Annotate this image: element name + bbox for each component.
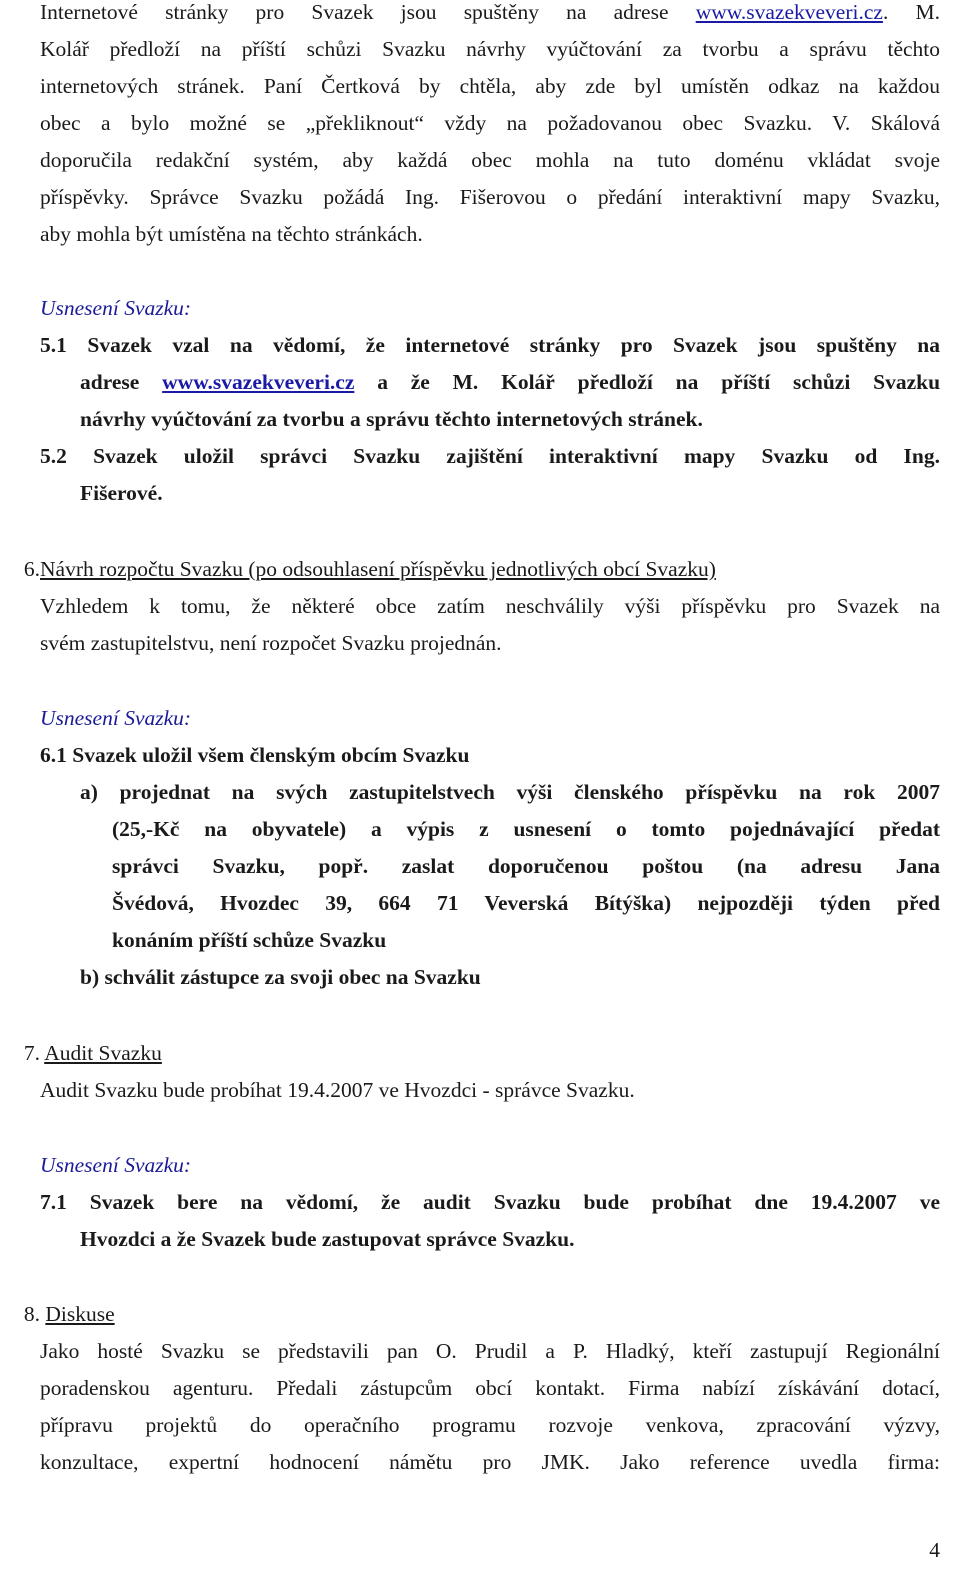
- section-6-line-1: Vzhledem k tomu, že některé obce zatím neschválily výši příspěvku pro Svazek na: [40, 594, 940, 618]
- section-6-line-2: svém zastupitelstvu, není rozpočet Svazku projednán.: [40, 631, 502, 655]
- section-6-body: [40, 588, 940, 662]
- intro-line-2: Kolář předloží na příští schůzi Svazku návrhy vyúčtování za tvorbu a správu těchto: [40, 37, 940, 61]
- resolution-5: [40, 327, 940, 512]
- resolution-5-1-line-1: 5.1 Svazek vzal na vědomí, že internetové stránky pro Svazek jsou spuštěny na: [40, 333, 941, 357]
- website-link[interactable]: www.svazekveveri.cz: [695, 0, 883, 24]
- section-7-title: Audit Svazku: [44, 1041, 162, 1065]
- resolution-heading: Usnesení Svazku:: [40, 1153, 192, 1177]
- intro-paragraph: [40, 0, 940, 253]
- item-a-line-3: správci Svazku, popř. zaslat doporučenou poštou (na adresu Jana: [112, 854, 940, 878]
- item-a-line-2: (25,-Kč na obyvatele) a výpis z usnesení o tomto pojednávající předat: [112, 817, 940, 841]
- section-6-title: Návrh rozpočtu Svazku (po odsouhlasení příspěvku jednotlivých obcí Svazku): [40, 557, 716, 581]
- intro-line-5: doporučila redakční systém, aby každá obec mohla na tuto doménu vkládat svoje: [40, 148, 940, 172]
- intro-line-3: internetových stránek. Paní Čertková by chtěla, aby zde byl umístěn odkaz na každou: [40, 74, 940, 98]
- item-a-line-4: Švédová, Hvozdec 39, 664 71 Veverská Bítýška) nejpozději týden před: [112, 891, 940, 915]
- section-7-number: 7.: [23, 1041, 40, 1065]
- section-8-title: Diskuse: [45, 1302, 115, 1326]
- section-6-heading: [0, 551, 716, 588]
- intro-line-4: obec a bylo možné se „překliknout“ vždy na požadovanou obec Svazku. V. Skálová: [40, 111, 940, 135]
- section-6-number: 6.: [23, 557, 40, 581]
- item-b-line: b) schválit zástupce za svoji obec na Svazku: [80, 965, 481, 989]
- item-a-line-1: a) projednat na svých zastupitelstvech výši členského příspěvku na rok 2007: [80, 780, 940, 804]
- intro-line-6: příspěvky. Správce Svazku požádá Ing. Fišerovou o předání interaktivní mapy Svazku,: [40, 185, 940, 209]
- section-7-body: [40, 1072, 940, 1109]
- section-8-line-3: přípravu projektů do operačního programu rozvoje venkova, zpracování výzvy,: [40, 1413, 940, 1437]
- resolution-5-1-line-2: adrese www.svazekveveri.cz a že M. Kolář předloží na příští schůzi Svazku: [80, 370, 941, 394]
- item-a-line-5: konáním příští schůze Svazku: [112, 928, 387, 952]
- section-8-line-2: poradenskou agenturu. Předali zástupcům obcí kontakt. Firma nabízí získávání dotací,: [40, 1376, 940, 1400]
- resolution-5-1-line-3: návrhy vyúčtování za tvorbu a správu těchto internetových stránek.: [80, 407, 703, 431]
- resolution-7: [40, 1184, 940, 1258]
- resolution-6-1-line: 6.1 Svazek uložil všem členským obcím Svazku: [40, 743, 470, 767]
- resolution-7-1-line-2: Hvozdci a že Svazek bude zastupovat správce Svazku.: [80, 1227, 575, 1251]
- page-number: 4: [929, 1538, 940, 1562]
- section-8-heading: [0, 1296, 115, 1333]
- intro-line-7: aby mohla být umístěna na těchto stránkách.: [40, 222, 423, 246]
- section-8-line-1: Jako hosté Svazku se představili pan O. Prudil a P. Hladký, kteří zastupují Regionální: [40, 1339, 940, 1363]
- resolution-5-2-line-1: 5.2 Svazek uložil správci Svazku zajištění interaktivní mapy Svazku od Ing.: [40, 444, 941, 468]
- resolution-7-1-line-1: 7.1 Svazek bere na vědomí, že audit Svazku bude probíhat dne 19.4.2007 ve: [40, 1190, 940, 1214]
- section-7-heading: [0, 1035, 162, 1072]
- resolution-6-item-a: [80, 774, 940, 996]
- section-8-body: [40, 1333, 940, 1481]
- section-8-line-4: konzultace, expertní hodnocení námětu pro JMK. Jako reference uvedla firma:: [40, 1450, 940, 1474]
- resolution-heading: Usnesení Svazku:: [40, 706, 192, 730]
- section-7-line-1: Audit Svazku bude probíhat 19.4.2007 ve Hvozdci - správce Svazku.: [40, 1078, 635, 1102]
- resolution-6: [40, 737, 940, 774]
- resolution-5-2-line-2: Fišerové.: [80, 481, 163, 505]
- website-link-bold[interactable]: www.svazekveveri.cz: [162, 370, 355, 394]
- resolution-heading: Usnesení Svazku:: [40, 296, 192, 320]
- section-8-number: 8.: [23, 1302, 40, 1326]
- intro-line-1: Internetové stránky pro Svazek jsou spuštěny na adrese www.svazekveveri.cz. M.: [40, 0, 940, 24]
